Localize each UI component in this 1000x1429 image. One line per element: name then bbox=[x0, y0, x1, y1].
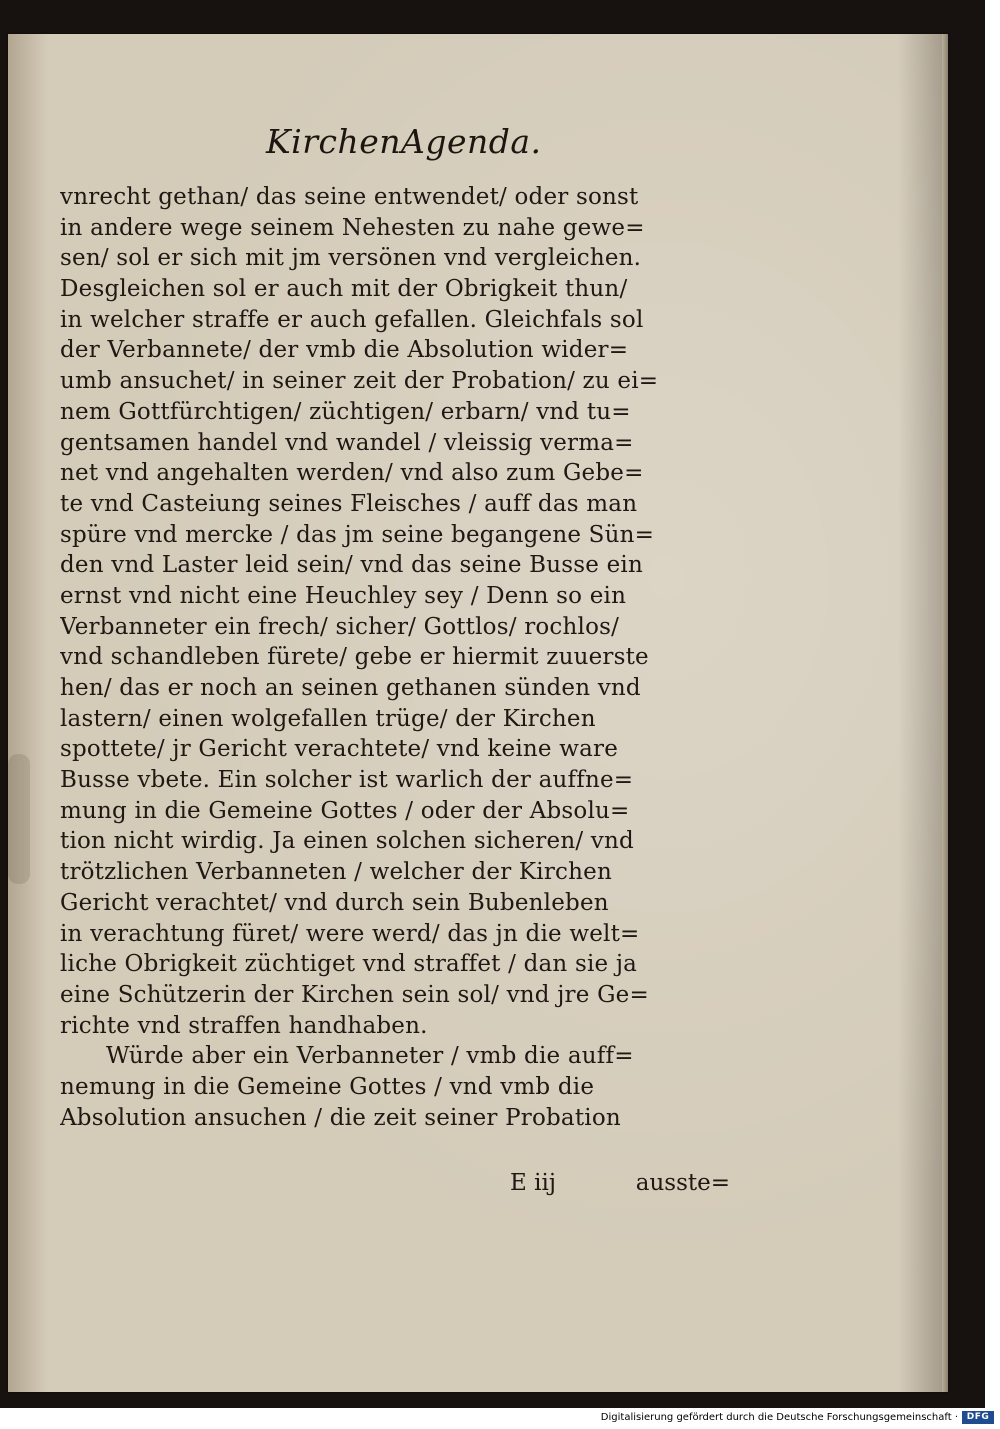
text-line: nem Gottfürchtigen/ züchtigen/ erbarn/ vnd tu= bbox=[60, 398, 631, 425]
catchword: ausste= bbox=[635, 1170, 730, 1196]
text-line: Busse vbete. Ein solcher ist warlich der auffne= bbox=[60, 767, 634, 794]
text-line: spottete/ jr Gericht verachtete/ vnd keine ware bbox=[60, 736, 619, 763]
signature-mark: E iij bbox=[510, 1170, 556, 1196]
text-line: Gericht verachtet/ vnd durch sein Bubenleben bbox=[60, 889, 609, 916]
text-line: Desgleichen sol er auch mit der Obrigkeit thun/ bbox=[60, 276, 628, 303]
text-line: den vnd Laster leid sein/ vnd das seine Busse ein bbox=[60, 552, 643, 579]
text-line: net vnd angehalten werden/ vnd also zum Gebe= bbox=[60, 460, 644, 487]
paragraph-start-line: Würde aber ein Verbanneter / vmb die auff= bbox=[106, 1043, 634, 1070]
text-line: umb ansuchet/ in seiner zeit der Probation/ zu ei= bbox=[60, 368, 659, 395]
text-line: gentsamen handel vnd wandel / vleissig verma= bbox=[60, 429, 634, 456]
book-page bbox=[8, 34, 948, 1392]
text-line: Verbanneter ein frech/ sicher/ Gottlos/ rochlos/ bbox=[60, 613, 620, 640]
text-line: hen/ das er noch an seinen gethanen sünden vnd bbox=[60, 675, 641, 701]
text-line: richte vnd straffen handhaben. bbox=[60, 1012, 428, 1039]
credit-bar bbox=[0, 1408, 1000, 1429]
text-line: in andere wege seinem Nehesten zu nahe gewe= bbox=[60, 214, 645, 241]
paper-stain bbox=[8, 754, 30, 884]
dfg-logo: DFG bbox=[962, 1411, 994, 1424]
text-line: vnd schandleben fürete/ gebe er hiermit zuuerste bbox=[60, 644, 649, 671]
text-line: Absolution ansuchen / die zeit seiner Probation bbox=[60, 1104, 621, 1131]
running-head: KirchenAgenda. bbox=[266, 122, 542, 161]
text-line: sen/ sol er sich mit jm versönen vnd vergleichen. bbox=[60, 245, 642, 272]
text-line: vnrecht gethan/ das seine entwendet/ oder sonst bbox=[60, 184, 639, 210]
text-line: der Verbannete/ der vmb die Absolution wider= bbox=[60, 337, 629, 364]
text-line: nemung in die Gemeine Gottes / vnd vmb die bbox=[60, 1073, 595, 1100]
text-line: ernst vnd nicht eine Heuchley sey / Denn so ein bbox=[60, 582, 627, 609]
page-footer bbox=[60, 1170, 730, 1202]
text-line: trötzlichen Verbanneten / welcher der Kirchen bbox=[60, 859, 612, 886]
text-line: eine Schützerin der Kirchen sein sol/ vnd jre Ge= bbox=[60, 981, 649, 1008]
page-edge bbox=[942, 34, 948, 1392]
text-line: in welcher straffe er auch gefallen. Gleichfals sol bbox=[60, 306, 644, 333]
text-line: mung in die Gemeine Gottes / oder der Absolu= bbox=[60, 797, 630, 824]
text-line: lastern/ einen wolgefallen trüge/ der Kirchen bbox=[60, 705, 596, 732]
text-line: spüre vnd mercke / das jm seine begangene Sün= bbox=[60, 521, 655, 548]
text-line: te vnd Casteiung seines Fleisches / auff das man bbox=[60, 490, 638, 517]
text-line: tion nicht wirdig. Ja einen solchen sicheren/ vnd bbox=[60, 828, 634, 855]
body-text bbox=[60, 182, 730, 1133]
funding-credit: Digitalisierung gefördert durch die Deutsche Forschungsgemeinschaft · bbox=[600, 1412, 958, 1423]
text-line: liche Obrigkeit züchtiget vnd straffet / dan sie ja bbox=[60, 951, 638, 978]
text-line: in verachtung füret/ were werd/ das jn die welt= bbox=[60, 920, 640, 947]
